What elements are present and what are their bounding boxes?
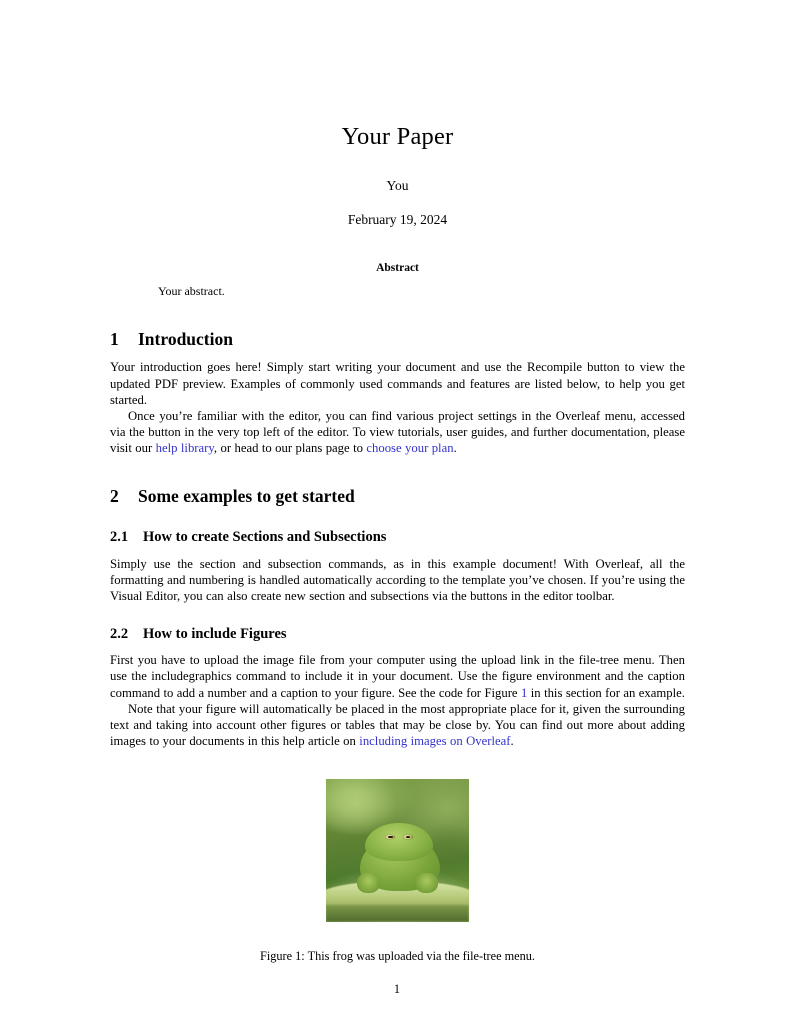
page-title: Your Paper — [341, 123, 454, 150]
frog-pupil-right — [406, 836, 410, 839]
paragraph-2-2-2 — [110, 701, 685, 749]
choose-your-plan-link[interactable]: choose your plan — [366, 441, 454, 456]
paragraph-2-2-1 — [110, 652, 685, 700]
abstract-text: Your abstract. — [158, 284, 225, 299]
figure-caption: Figure 1: This frog was uploaded via the file-tree menu. — [259, 949, 535, 964]
frog-leg-right — [415, 873, 438, 893]
document-author: You — [386, 178, 409, 194]
subsection-number-2-1: 2.1 — [110, 529, 129, 546]
text-run: Once you’re familiar with the editor, you can find various project settings in the Overleaf menu, accessed via the button in the very top left of the editor. To view tutorials, user guides, and further documentation, please visit our — [110, 408, 685, 456]
paragraph-1-2 — [110, 408, 685, 456]
subsection-heading-2-2 — [110, 626, 685, 643]
page-number: 1 — [393, 982, 401, 996]
frog-leg-left — [357, 873, 380, 893]
text-run: Your introduction goes here! Simply start writing your document and use the Recompile button to view the updated PDF preview. Examples of commonly used commands and features are listed below, to help you get started. — [110, 360, 685, 407]
frog-eye-left — [385, 835, 395, 840]
figure-reference-link[interactable]: 1 — [521, 685, 528, 700]
text-run: in this section for an example. — [527, 685, 685, 700]
text-run: First you have to upload the image file from your computer using the upload link in the file-tree menu. Then use the includegraphics command to include it in your document. Use the figure environment and the caption command to add a number and a caption to your figure. See the code for Figure — [110, 653, 685, 700]
document-body — [110, 0, 685, 964]
text-run: Simply use the section and subsection commands, as in this example document! With Overleaf, all the formatting and numbering is handled automatically according to the template you’ve chosen. If you’re using the Visual Editor, you can also create new section and subsections via the buttons in the editor toolbar. — [110, 556, 685, 603]
section-title-1: Introduction — [138, 329, 233, 350]
help-library-link[interactable]: help library — [155, 441, 214, 456]
section-number-2: 2 — [110, 486, 119, 507]
text-run: , or head to our plans page to — [213, 441, 367, 456]
section-heading-1 — [110, 329, 685, 350]
branch-shadow — [326, 905, 469, 922]
frog-image — [326, 779, 469, 922]
subsection-title-2-1: How to create Sections and Subsections — [143, 529, 387, 546]
document-date: February 19, 2024 — [347, 212, 448, 228]
frog-eye-right — [403, 835, 413, 840]
section-number-1: 1 — [110, 329, 119, 350]
text-run: . — [510, 733, 514, 748]
text-run: . — [453, 441, 457, 456]
subsection-heading-2-1 — [110, 529, 685, 546]
including-images-link[interactable]: including images on Overleaf — [359, 733, 511, 748]
subsection-number-2-2: 2.2 — [110, 625, 129, 642]
section-title-2: Some examples to get started — [138, 486, 355, 507]
section-heading-2 — [110, 486, 685, 507]
text-run: Note that your figure will automatically be placed in the most appropriate place for it, given the surrounding text and taking into account other figures or tables that may be close by. You can find out more about adding images to your documents in this help article on — [110, 701, 685, 748]
figure-block — [110, 779, 685, 964]
paragraph-1-1 — [110, 359, 685, 407]
paragraph-2-1-1 — [110, 556, 685, 604]
abstract-heading: Abstract — [376, 262, 419, 275]
frog-head — [365, 823, 434, 860]
frog-pupil-left — [388, 836, 392, 839]
subsection-title-2-2: How to include Figures — [143, 625, 287, 642]
